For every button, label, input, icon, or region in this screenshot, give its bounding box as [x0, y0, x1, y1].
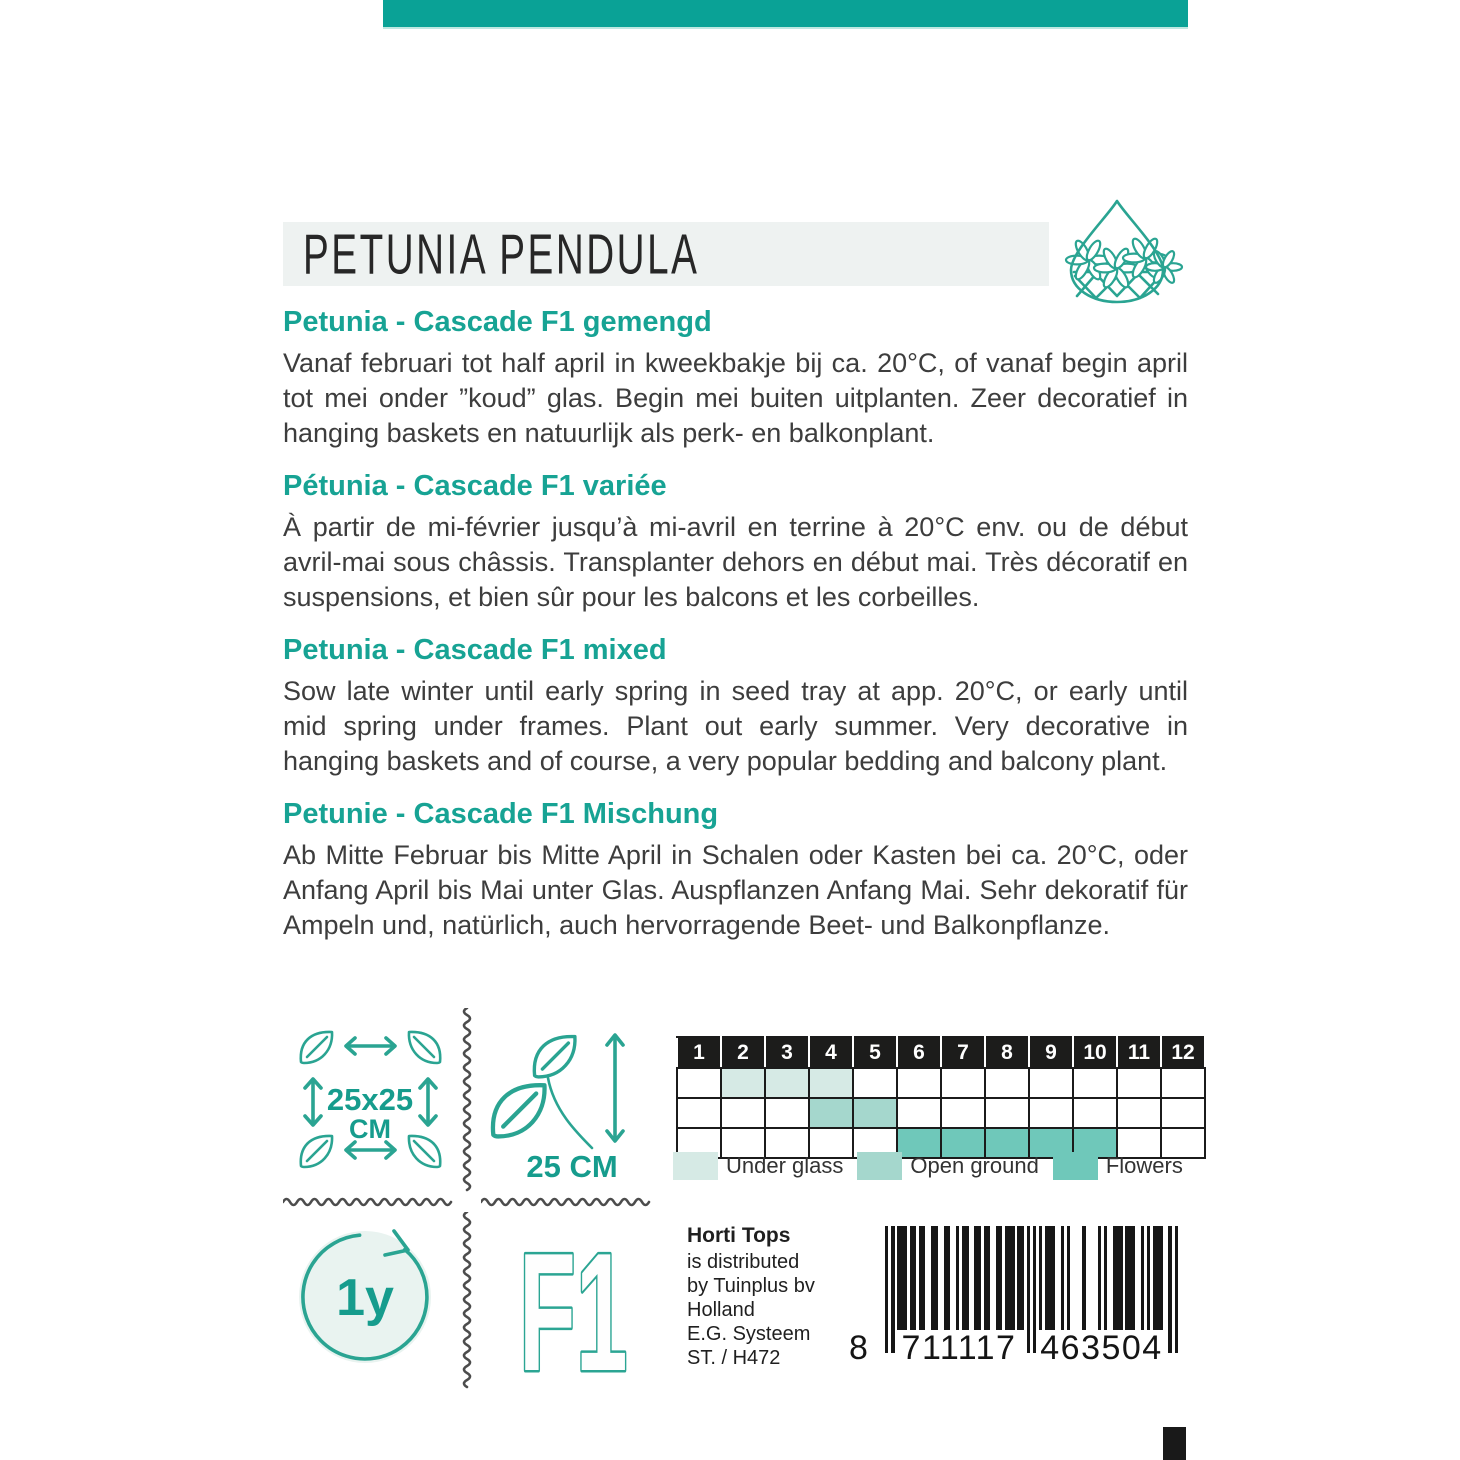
- calendar-cell: [897, 1098, 941, 1128]
- calendar-cell: [985, 1098, 1029, 1128]
- barcode-bar: [910, 1226, 917, 1330]
- section-body: Vanaf februari tot half april in kweekbakje bij ca. 20°C, of vanaf begin april tot mei onder ”koud” glas. Begin mei buiten uitplanten. Zeer decoratief in hanging baskets en natuurlijk als perk- en balkonplant.: [283, 348, 1188, 448]
- barcode-bar: [996, 1226, 1003, 1330]
- calendar-month-header: 8: [985, 1037, 1029, 1068]
- divider-wave-horizontal-left: [283, 1193, 455, 1211]
- calendar-cell: [1161, 1068, 1205, 1098]
- spacing-unit-label: CM: [349, 1114, 391, 1144]
- spacing-value-label: 25x25: [326, 1082, 414, 1117]
- barcode-bar: [1033, 1226, 1036, 1353]
- calendar-month-header: 5: [853, 1037, 897, 1068]
- calendar-cell: [677, 1068, 721, 1098]
- plant-height-icon: [480, 1022, 665, 1187]
- distributor-line: is distributed: [687, 1251, 800, 1273]
- section-heading: Pétunia - Cascade F1 variée: [283, 470, 667, 502]
- calendar-cell: [897, 1068, 941, 1098]
- barcode-bar: [1039, 1226, 1042, 1330]
- section-heading: Petunie - Cascade F1 Mischung: [283, 798, 719, 830]
- hanging-basket-flowers-icon: [1050, 198, 1185, 308]
- page-title: PETUNIA PENDULA: [303, 222, 700, 286]
- calendar-cell: [1161, 1098, 1205, 1128]
- section-en: [283, 634, 1188, 779]
- barcode-bar: [1153, 1226, 1163, 1330]
- plant-height-label: 25 CM: [526, 1149, 618, 1184]
- legend-item: [1053, 1152, 1183, 1180]
- section-fr: [283, 470, 1188, 615]
- barcode-bar: [984, 1226, 991, 1330]
- plant-spacing-icon: [283, 1022, 458, 1187]
- calendar-cell: [809, 1068, 853, 1098]
- calendar-cell: [941, 1068, 985, 1098]
- calendar-cell: [1117, 1098, 1161, 1128]
- legend-item: [857, 1152, 1038, 1180]
- barcode-bar: [974, 1226, 981, 1330]
- calendar-month-header: 6: [897, 1037, 941, 1068]
- calendar-month-header: 3: [765, 1037, 809, 1068]
- calendar-month-header: 1: [677, 1037, 721, 1068]
- barcode-digits-right: 463504: [1040, 1329, 1163, 1367]
- calendar-month-header: 10: [1073, 1037, 1117, 1068]
- calendar-month-header: 11: [1117, 1037, 1161, 1068]
- barcode-bar: [1113, 1226, 1123, 1330]
- height-arrow: [607, 1035, 623, 1141]
- calendar-header-row: [677, 1037, 1205, 1068]
- legend-swatch: [673, 1152, 718, 1180]
- calendar-month-header: 7: [941, 1037, 985, 1068]
- calendar-cell: [941, 1098, 985, 1128]
- distributor-line: Holland: [687, 1299, 755, 1321]
- section-nl: [283, 306, 1188, 451]
- calendar-cell: [853, 1068, 897, 1098]
- ean-barcode: [845, 1226, 1185, 1374]
- legend-swatch: [1053, 1152, 1098, 1180]
- calendar-cell: [1073, 1068, 1117, 1098]
- barcode-bar: [919, 1226, 926, 1330]
- f1-label: F1: [519, 1232, 628, 1382]
- barcode-bar: [897, 1226, 907, 1330]
- legend-label: Open ground: [910, 1153, 1039, 1178]
- barcode-bar: [1061, 1226, 1064, 1330]
- barcode-bar: [1027, 1226, 1030, 1353]
- calendar-month-header: 12: [1161, 1037, 1205, 1068]
- barcode-digit-first: 8: [849, 1329, 870, 1367]
- language-sections: [283, 306, 1188, 962]
- calendar-month-header: 4: [809, 1037, 853, 1068]
- barcode-bar: [1098, 1226, 1101, 1330]
- barcode-bar: [1175, 1226, 1178, 1353]
- calendar-month-header: 2: [721, 1037, 765, 1068]
- barcode-bar: [1005, 1226, 1015, 1330]
- top-color-bar: [383, 0, 1188, 29]
- section-heading: Petunia - Cascade F1 gemengd: [283, 306, 712, 338]
- calendar-cell: [1073, 1098, 1117, 1128]
- calendar-cell: [985, 1068, 1029, 1098]
- calendar-cell: [809, 1098, 853, 1128]
- section-body: À partir de mi-février jusqu’à mi-avril en terrine à 20°C env. ou de début avril-mai sous châssis. Transplanter dehors en début mai. Très décoratif en suspensions, et bien sûr pour les balcons et les corbeilles.: [283, 512, 1188, 612]
- distributor-line: ST. / H472: [687, 1347, 781, 1369]
- barcode-bar: [891, 1226, 894, 1353]
- barcode-bar: [885, 1226, 888, 1353]
- divider-wave-vertical-top: [458, 1008, 476, 1194]
- barcode-bar: [1125, 1226, 1135, 1330]
- barcode-bar: [956, 1226, 959, 1330]
- calendar-cell: [765, 1098, 809, 1128]
- distributor-line: by Tuinplus bv: [687, 1275, 815, 1297]
- legend-item: [673, 1152, 843, 1180]
- barcode-bar: [1141, 1226, 1144, 1330]
- sowing-calendar: [676, 1036, 1206, 1159]
- barcode-bar: [1017, 1226, 1024, 1330]
- calendar-cell: [853, 1098, 897, 1128]
- legend-label: Under glass: [726, 1153, 844, 1178]
- barcode-bar: [1104, 1226, 1107, 1330]
- calendar-cell: [1117, 1068, 1161, 1098]
- barcode-bar: [931, 1226, 938, 1330]
- legend-swatch: [857, 1152, 902, 1180]
- calendar-cell: [721, 1068, 765, 1098]
- calendar-cell: [1029, 1068, 1073, 1098]
- calendar-row-under-glass: [677, 1068, 1205, 1098]
- calendar-row-open-ground: [677, 1098, 1205, 1128]
- section-body: Sow late winter until early spring in seed tray at app. 20°C, or early until mid spring under frames. Plant out early summer. Very decorative in hanging baskets and of course, a very popular bedding and balcony plant.: [283, 676, 1188, 776]
- annual-cycle-icon: [290, 1225, 450, 1375]
- section-heading: Petunia - Cascade F1 mixed: [283, 634, 667, 666]
- distributor-line: E.G. Systeem: [687, 1323, 811, 1345]
- divider-wave-vertical-bottom: [458, 1212, 476, 1394]
- distributor-name: Horti Tops: [687, 1224, 791, 1247]
- calendar-legend: [673, 1152, 1197, 1180]
- title-banner: [283, 222, 1049, 286]
- calendar-cell: [1029, 1098, 1073, 1128]
- calendar-cell: [677, 1098, 721, 1128]
- section-de: [283, 798, 1188, 943]
- f1-hybrid-icon: [505, 1232, 675, 1382]
- barcode-bar: [1147, 1226, 1150, 1330]
- barcode-bar: [1045, 1226, 1055, 1330]
- barcode-bar: [944, 1226, 951, 1330]
- barcode-bar: [1168, 1226, 1171, 1353]
- legend-label: Flowers: [1105, 1153, 1183, 1178]
- divider-wave-horizontal-right: [481, 1193, 653, 1211]
- barcode-bar: [1082, 1226, 1085, 1330]
- annual-label: 1y: [336, 1269, 394, 1327]
- calendar-month-header: 9: [1029, 1037, 1073, 1068]
- section-body: Ab Mitte Februar bis Mitte April in Schalen oder Kasten bei ca. 20°C, oder Anfang April bis Mai unter Glas. Auspflanzen Anfang Mai. Sehr dekoratif für Ampeln und, natürlich, auch hervorragende Beet- und Balkonpflanze.: [283, 840, 1188, 940]
- barcode-digits-left: 711117: [901, 1329, 1017, 1367]
- calendar-cell: [765, 1068, 809, 1098]
- barcode-bar: [962, 1226, 969, 1330]
- print-registration-mark: [1163, 1427, 1186, 1460]
- barcode-bar: [1067, 1226, 1070, 1330]
- calendar-cell: [721, 1098, 765, 1128]
